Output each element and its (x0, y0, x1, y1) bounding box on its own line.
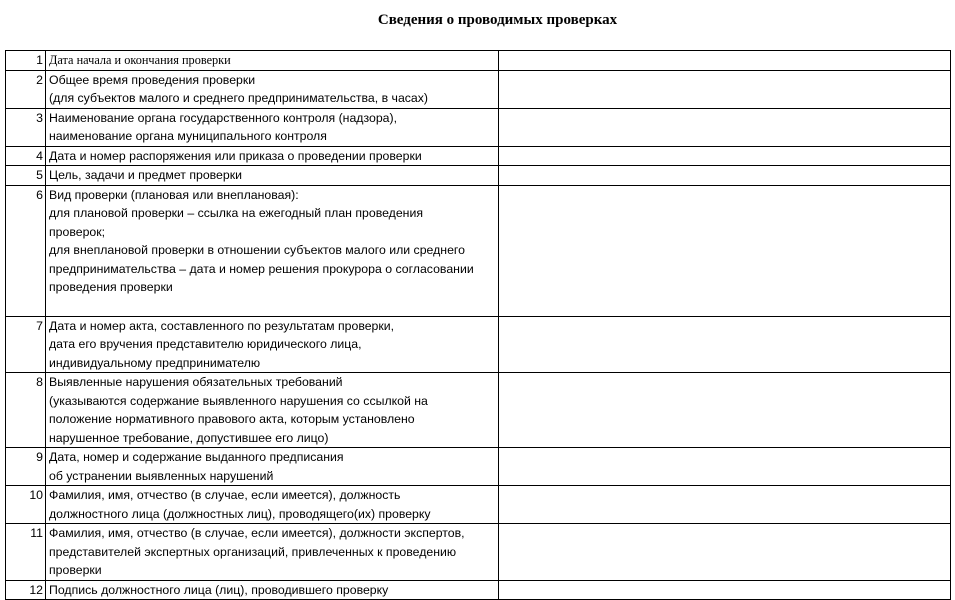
row-value-cell[interactable] (499, 524, 951, 581)
description-line: Дата и номер акта, составленного по результатам проверки, (49, 318, 395, 333)
description-line: (указываются содержание выявленного нарушения со ссылкой на (49, 393, 428, 408)
description-line: для внеплановой проверки в отношении субъектов малого или среднего (49, 243, 465, 257)
description-line: Наименование органа государственного контроля (надзора), (49, 110, 398, 125)
row-number: 6 (6, 185, 46, 316)
table-row (6, 316, 951, 373)
table-row (6, 108, 951, 146)
description-line: Подпись должностного лица (лиц), проводившего проверку (49, 582, 389, 597)
table-row (6, 146, 951, 166)
row-value-cell[interactable] (499, 166, 951, 186)
description-line: Фамилия, имя, отчество (в случае, если имеется), должности экспертов, (49, 526, 465, 540)
row-number: 1 (6, 51, 46, 71)
description-line: для плановой проверки – ссылка на ежегодный план проведения (49, 206, 423, 220)
description-line: Фамилия, имя, отчество (в случае, если имеется), должность (49, 488, 401, 502)
table-row (6, 448, 951, 486)
description-line: Цель, задачи и предмет проверки (49, 168, 242, 182)
row-description (46, 70, 499, 108)
row-number: 3 (6, 108, 46, 146)
row-value-cell[interactable] (499, 108, 951, 146)
document-title: Сведения о проводимых проверках (377, 12, 618, 28)
description-line: должностного лица (должностных лиц), проводящего(их) проверку (49, 506, 431, 521)
description-line: (для субъектов малого и среднего предпринимательства, в часах) (49, 91, 429, 105)
description-line: Вид проверки (плановая или внеплановая): (49, 187, 299, 202)
row-value-cell[interactable] (499, 373, 951, 448)
table-row (6, 486, 951, 524)
row-value-cell[interactable] (499, 70, 951, 108)
row-description (46, 108, 499, 146)
description-line: предпринимательства – дата и номер решения прокурора о согласовании (49, 261, 474, 276)
description-line: дата его вручения представителю юридического лица, (49, 337, 362, 351)
row-number: 2 (6, 70, 46, 108)
table-body (6, 51, 951, 600)
description-line: положение нормативного правового акта, которым установлено (49, 412, 415, 426)
table-row (6, 373, 951, 448)
row-number: 10 (6, 486, 46, 524)
description-line: Выявленные нарушения обязательных требований (49, 375, 343, 389)
table-row (6, 524, 951, 581)
inspection-info-table (5, 50, 951, 600)
row-description (46, 185, 499, 316)
description-line: Дата и номер распоряжения или приказа о проведении проверки (49, 148, 422, 163)
row-description (46, 146, 499, 166)
description-line: представителей экспертных организаций, привлеченных к проведению (49, 544, 457, 559)
row-description (46, 373, 499, 448)
row-number: 8 (6, 373, 46, 448)
row-number: 9 (6, 448, 46, 486)
row-value-cell[interactable] (499, 51, 951, 71)
row-number: 11 (6, 524, 46, 581)
table-row (6, 166, 951, 186)
description-line: наименование органа муниципального контроля (49, 129, 327, 143)
description-line: Дата начала и окончания проверки (49, 53, 231, 67)
table-row (6, 70, 951, 108)
description-line: об устранении выявленных нарушений (49, 468, 274, 483)
row-description (46, 524, 499, 581)
row-value-cell[interactable] (499, 486, 951, 524)
description-line: Дата, номер и содержание выданного предписания (49, 450, 344, 464)
row-value-cell[interactable] (499, 185, 951, 316)
row-description (46, 51, 499, 71)
table-row (6, 51, 951, 71)
description-line: Общее время проведения проверки (49, 72, 256, 87)
description-line: проверки (49, 563, 102, 577)
description-line: проверок; (49, 224, 106, 239)
row-description (46, 448, 499, 486)
description-line: проведения проверки (49, 280, 173, 294)
row-number: 5 (6, 166, 46, 186)
row-description (46, 316, 499, 373)
row-description (46, 486, 499, 524)
row-value-cell[interactable] (499, 146, 951, 166)
row-number: 12 (6, 580, 46, 600)
row-number: 7 (6, 316, 46, 373)
row-number: 4 (6, 146, 46, 166)
description-line: индивидуальному предпринимателю (49, 355, 261, 370)
row-value-cell[interactable] (499, 448, 951, 486)
row-description (46, 166, 499, 186)
description-line: нарушенное требование, допустившее его лицо) (49, 430, 329, 445)
row-value-cell[interactable] (499, 316, 951, 373)
table-row (6, 185, 951, 316)
